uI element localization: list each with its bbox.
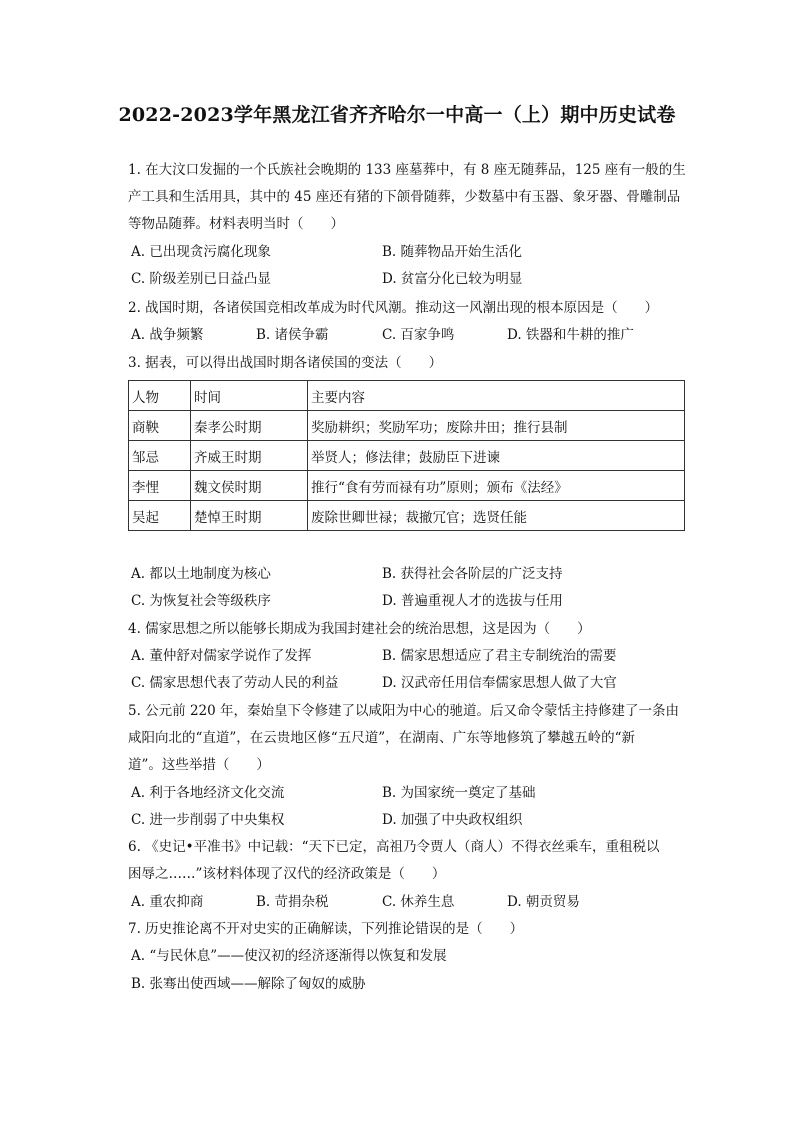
q4-option-a: A. 董仲舒对儒家学说作了发挥 [131,648,312,664]
q7-option-a: A. “与民休息”——使汉初的经济逐渐得以恢复和发展 [131,948,447,964]
table-row [129,501,685,531]
table-header-cell: 人物 [129,381,191,411]
q4-option-b: B. 儒家思想适应了君主专制统治的需要 [382,648,617,664]
q6-line-1: 6. 《史记•平准书》中记载：“天下已定，高祖乃令贾人（商人）不得衣丝乘车，重租税以 [128,839,660,855]
q3-option-d: D. 普遍重视人才的选拔与任用 [382,593,563,609]
q2-option-b: B. 诸侯争霸 [256,327,329,343]
table-cell: 吴起 [129,501,191,531]
table-cell: 推行“食有劳而禄有功”原则；颁布《法经》 [308,471,685,501]
table-row [129,411,685,441]
q6-option-b: B. 苛捐杂税 [256,894,329,910]
q7-line-1: 7. 历史推论离不开对史实的正确解读，下列推论错误的是（ ） [128,921,524,937]
q1-option-d: D. 贫富分化已较为明显 [382,271,523,287]
table-header-cell: 时间 [191,381,308,411]
table-header-cell: 主要内容 [308,381,685,411]
q3-option-a: A. 都以土地制度为核心 [131,566,271,582]
page-title: 2022-2023学年黑龙江省齐齐哈尔一中高一（上）期中历史试卷 [118,104,676,126]
q2-option-d: D. 铁器和牛耕的推广 [507,327,634,343]
table-header-row [129,381,685,411]
q5-line-1: 5. 公元前 220 年，秦始皇下令修建了以咸阳为中心的驰道。后又命令蒙恬主持修建了一条由 [128,703,680,719]
q7-option-b: B. 张骞出使西域——解除了匈奴的威胁 [131,976,366,992]
q5-option-c: C. 进一步削弱了中央集权 [131,812,285,828]
q1-option-c: C. 阶级差别已日益凸显 [131,271,271,287]
table-cell: 废除世卿世禄；裁撤冗官；选贤任能 [308,501,685,531]
q1-line-1: 1. 在大汶口发掘的一个氏族社会晚期的 133 座墓葬中，有 8 座无随葬品，125 座有一般的生 [128,162,686,178]
q3-line-1: 3. 据表，可以得出战国时期各诸侯国的变法（ ） [128,355,443,371]
q5-option-a: A. 利于各地经济文化交流 [131,785,285,801]
q5-line-3: 道”。这些举措（ ） [128,757,270,773]
q6-line-2: 困辱之……”该材料体现了汉代的经济政策是（ ） [128,866,446,882]
q3-option-b: B. 获得社会各阶层的广泛支持 [382,566,563,582]
q4-line-1: 4. 儒家思想之所以能够长期成为我国封建社会的统治思想，这是因为（ ） [128,621,591,637]
table-cell: 商鞅 [129,411,191,441]
q1-line-3: 等物品随葬。材料表明当时（ ） [128,216,344,232]
table-row [129,471,685,501]
q4-option-c: C. 儒家思想代表了劳动人民的利益 [131,675,339,691]
table-row [129,441,685,471]
q2-option-c: C. 百家争鸣 [382,327,455,343]
q6-option-d: D. 朝贡贸易 [507,894,580,910]
q5-option-d: D. 加强了中央政权组织 [382,812,523,828]
q5-option-b: B. 为国家统一奠定了基础 [382,785,536,801]
table-cell: 魏文侯时期 [191,471,308,501]
table-cell: 奖励耕织；奖励军功；废除井田；推行县制 [308,411,685,441]
table-cell: 李悝 [129,471,191,501]
q5-line-2: 咸阳向北的“直道”，在云贵地区修“五尺道”，在湖南、广东等地修筑了攀越五岭的“新 [128,730,636,746]
q1-option-a: A. 已出现贪污腐化现象 [131,244,271,260]
q6-option-a: A. 重农抑商 [131,894,204,910]
q2-line-1: 2. 战国时期，各诸侯国竞相改革成为时代风潮。推动这一风潮出现的根本原因是（ ） [128,300,659,316]
table-cell: 齐威王时期 [191,441,308,471]
q1-option-b: B. 随葬物品开始生活化 [382,244,523,260]
table-cell: 楚悼王时期 [191,501,308,531]
table-cell: 秦孝公时期 [191,411,308,441]
q1-line-2: 产工具和生活用具，其中的 45 座还有猪的下颌骨随葬，少数墓中有玉器、象牙器、骨雕制品 [128,189,681,205]
table-cell: 邹忌 [129,441,191,471]
q4-option-d: D. 汉武帝任用信奉儒家思想人做了大官 [382,675,617,691]
table-cell: 举贤人；修法律；鼓励臣下进谏 [308,441,685,471]
q6-option-c: C. 休养生息 [382,894,455,910]
q3-table [128,380,685,531]
q3-option-c: C. 为恢复社会等级秩序 [131,593,271,609]
q2-option-a: A. 战争频繁 [131,327,204,343]
